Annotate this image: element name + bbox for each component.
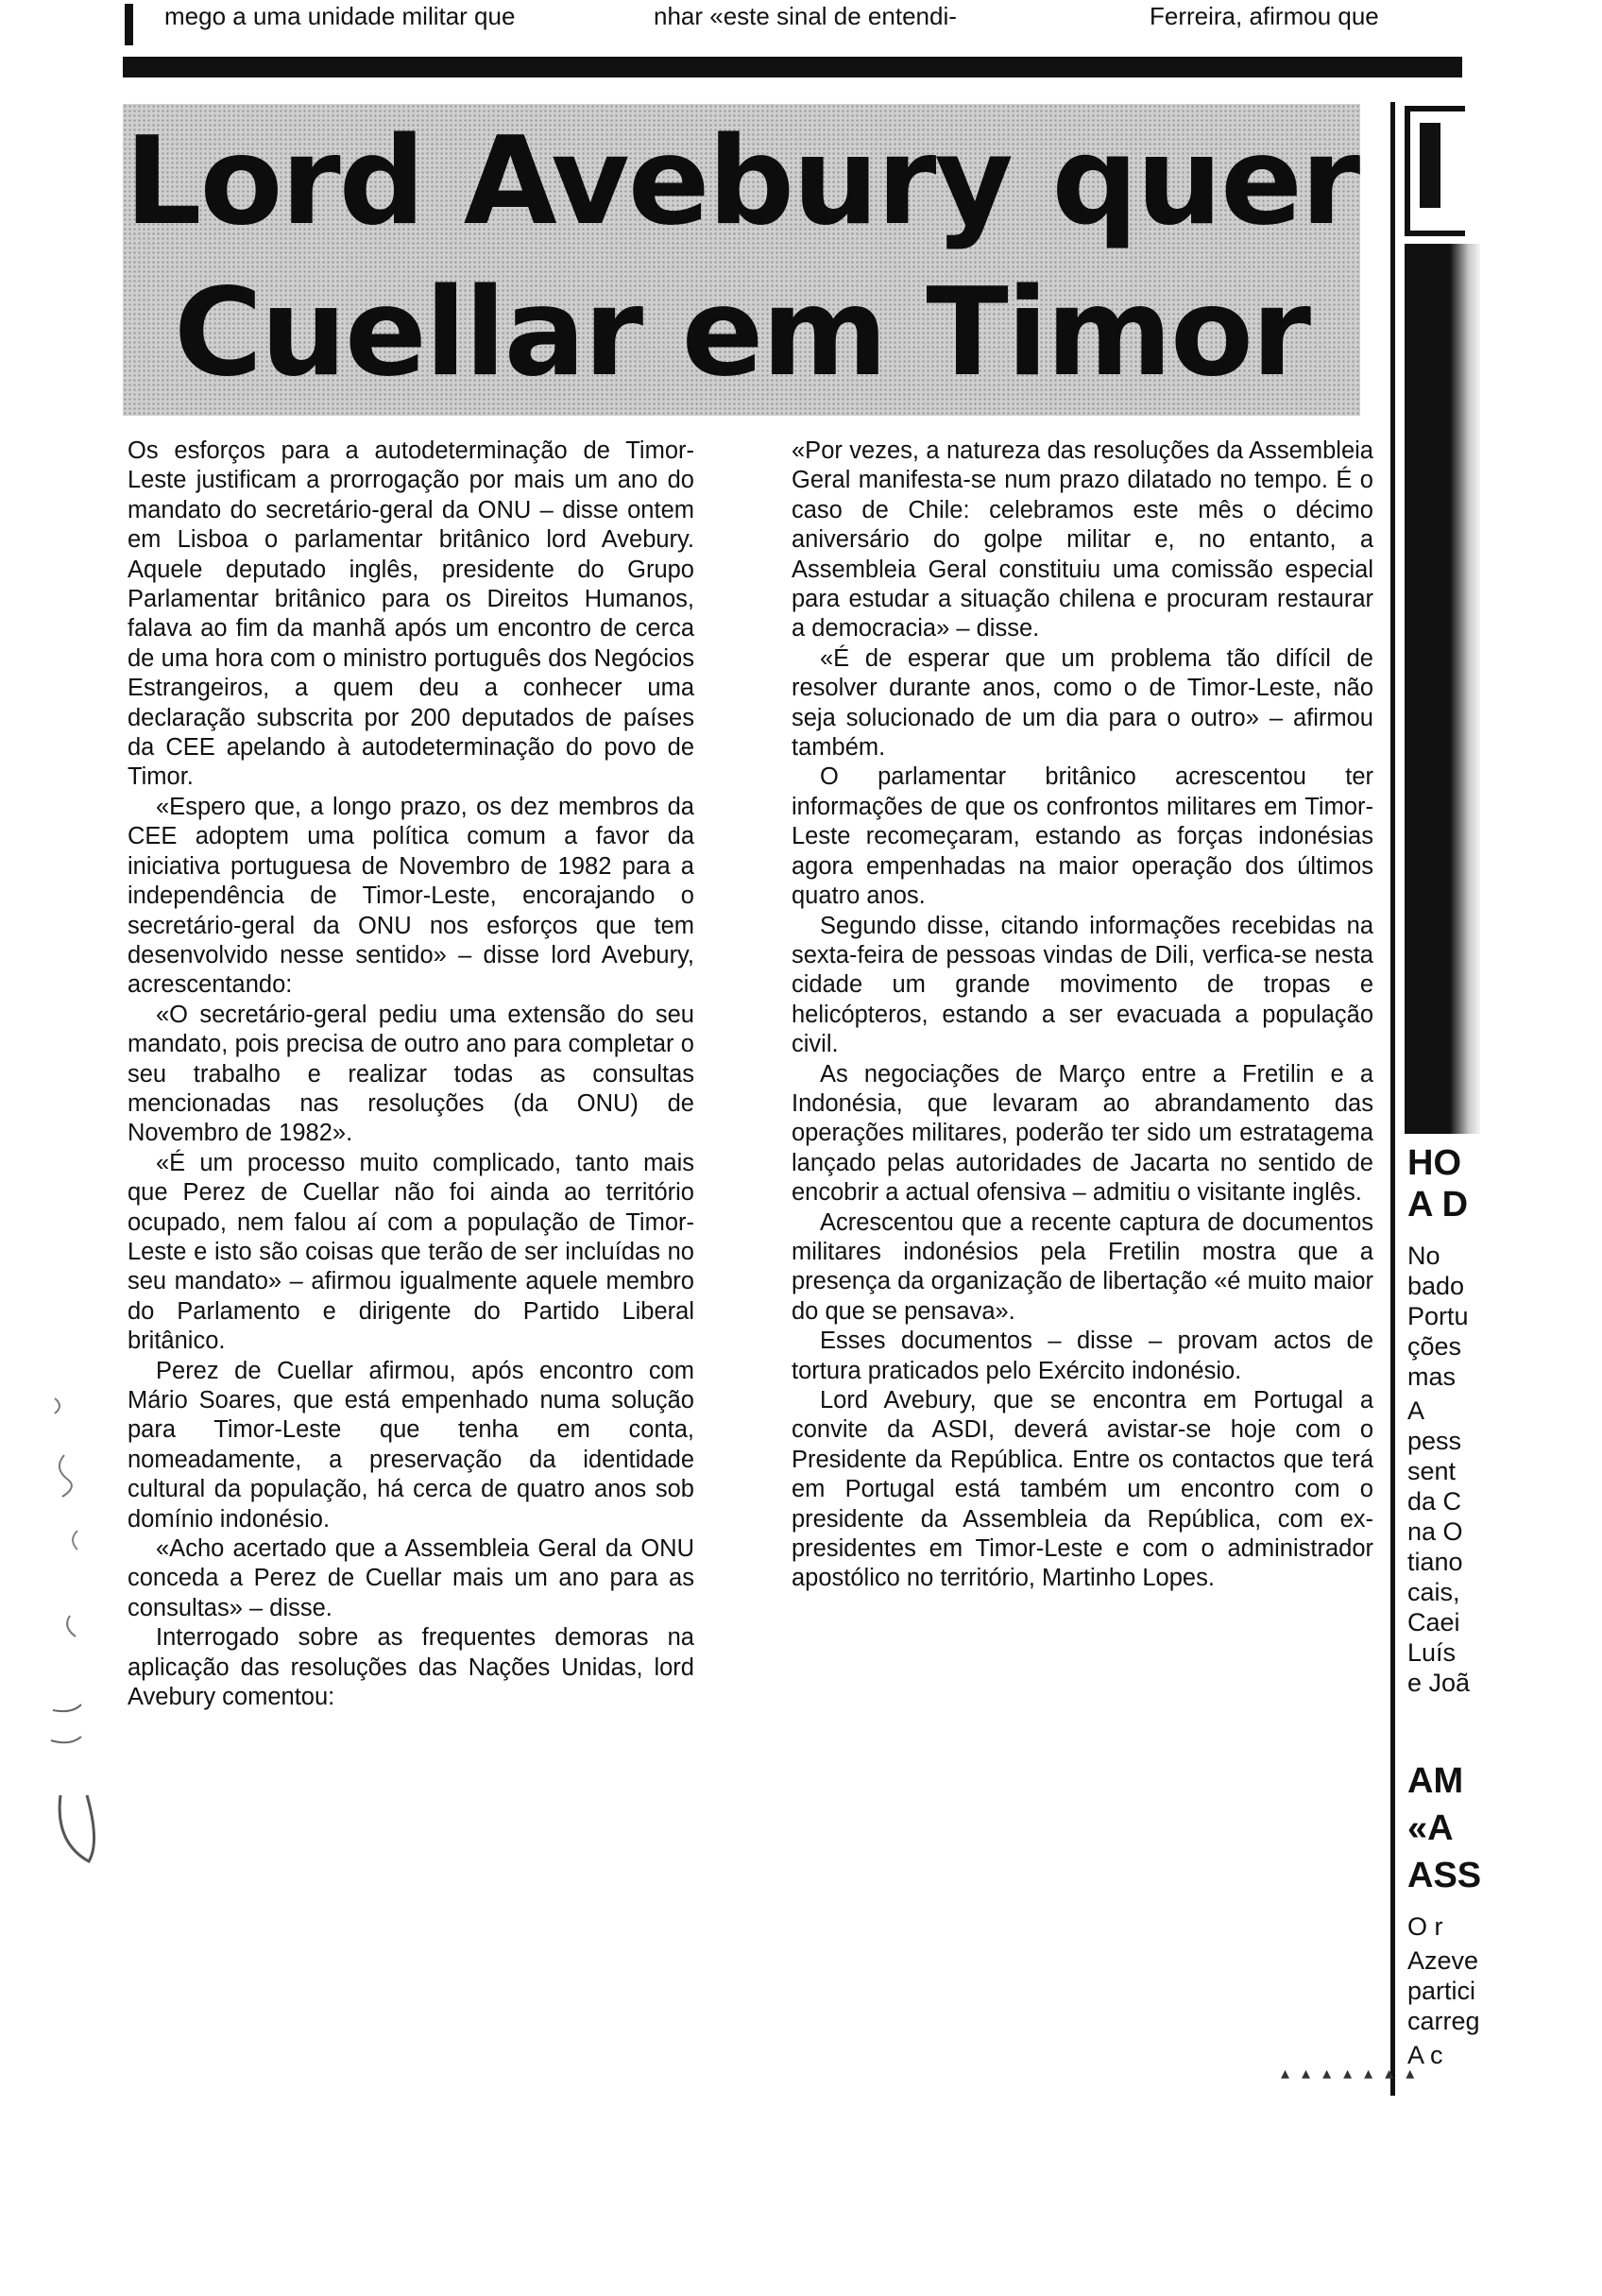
top-fragment-3: Ferreira, afirmou que <box>1150 2 1379 30</box>
side-headline-2c: ASS <box>1407 1856 1482 1895</box>
print-dots: ▴ ▴ ▴ ▴ ▴ ▴ ▴ <box>1281 2064 1419 2082</box>
headline-line-2: Cuellar em Timor <box>173 263 1310 403</box>
side-headline-1b: A D <box>1407 1185 1469 1225</box>
side-headline-box <box>1405 106 1465 236</box>
paragraph: Lord Avebury, que se encontra em Portugal a convite da ASDI, deverá avistar-se hoje com o Presidente da República. Entre os contactos que terá em Portugal está também um encontro com o presidente da Assembleia da República, com ex-presidentes em Timor-Leste e com o administrador apostólico no território, Martinho Lopes. <box>792 1387 1373 1592</box>
side-body: na O <box>1407 1517 1463 1546</box>
paragraph: O parlamentar britânico acrescentou ter informações de que os confrontos militares em Timor-Leste recomeçaram, estando as forças indonésias agora empenhadas na maior operação dos últimos quatro anos. <box>792 763 1373 910</box>
side-body: e Joã <box>1407 1669 1471 1697</box>
paragraph: Perez de Cuellar afirmou, após encontro com Mário Soares, que está empenhado numa solução para Timor-Leste que tenha em conta, nomeadamente, a preservação da identidade cultural da população, há cerca de quatro anos sob domínio indonésio. <box>128 1357 694 1533</box>
side-body: bado <box>1407 1272 1465 1300</box>
side-headline-1a: HO <box>1407 1143 1461 1183</box>
column-marker <box>125 4 133 45</box>
top-fragment-1: mego a uma unidade militar que <box>164 2 516 30</box>
article-column-1 <box>128 437 694 1712</box>
top-strip <box>115 0 1455 38</box>
headline-line-1: Lord Avebury quer <box>124 111 1359 252</box>
paragraph: «Acho acertado que a Assembleia Geral da ONU conceda a Perez de Cuellar mais um ano para as consultas» – disse. <box>128 1535 694 1621</box>
side-headline-2a: AM <box>1407 1761 1464 1801</box>
side-body: ções <box>1407 1332 1462 1361</box>
side-body: mas <box>1407 1362 1457 1391</box>
paragraph: Esses documentos – disse – provam actos de tortura praticados pelo Exército indonésio. <box>792 1328 1373 1384</box>
side-body: sent <box>1407 1457 1457 1485</box>
side-headline-2b: «A <box>1407 1808 1454 1848</box>
side-body: Caei <box>1407 1608 1460 1636</box>
side-body: A <box>1407 1396 1425 1425</box>
paragraph: Segundo disse, citando informações recebidas na sexta-feira de pessoas vindas de Dili, verfica-se nesta cidade um grande movimento de tropas e helicópteros, estando a ser evacuada a população civil. <box>792 912 1373 1058</box>
side-body: cais, <box>1407 1578 1460 1606</box>
side-body: da C <box>1407 1487 1462 1516</box>
side-body: pess <box>1407 1427 1462 1455</box>
paragraph: «É um processo muito complicado, tanto mais que Perez de Cuellar não foi ainda ao território ocupado, nem falou aí com a população de Timor-Leste e isto são coisas que terão de ser incluídas no seu mandato» – afirmou igualmente aquele membro do Parlamento e dirigente do Partido Liberal britânico. <box>128 1149 694 1355</box>
side-headline-glyph <box>1420 123 1440 208</box>
paragraph: «Por vezes, a natureza das resoluções da Assembleia Geral manifesta-se num prazo dilatado no tempo. É o caso de Chile: celebramos este mês o décimo aniversário do golpe militar e, no entanto, a Assembleia Geral constituiu uma comissão especial para estudar a situação chilena e procuram restaurar a democracia» – disse. <box>792 437 1373 643</box>
side-body: carreg <box>1407 2007 1480 2035</box>
top-fragment-2: nhar «este sinal de entendi- <box>654 2 957 30</box>
side-body: Luís <box>1407 1638 1457 1667</box>
side-photo <box>1405 244 1480 1134</box>
side-body: Azeve <box>1407 1946 1479 1975</box>
paragraph: Os esforços para a autodeterminação de Timor-Leste justificam a prorrogação por mais um ano do mandato do secretário-geral da ONU – disse ontem em Lisboa o parlamentar britânico lord Avebury. Aquele deputado inglês, presidente do Grupo Parlamentar britânico para os Direitos Humanos, falava ao fim da manhã após um encontro de cerca de uma hora com o ministro português dos Negócios Estrangeiros, a quem deu a conhecer uma declaração subscrita por 200 deputados de países da CEE apelando à autodeterminação do povo de Timor. <box>128 437 694 791</box>
article-column-2 <box>792 437 1373 1594</box>
paragraph: «É de esperar que um problema tão difícil de resolver durante anos, como o de Timor-Leste, não seja solucionado de um dia para o outro» – afirmou também. <box>792 644 1373 762</box>
side-body: tiano <box>1407 1548 1463 1576</box>
paragraph: «O secretário-geral pediu uma extensão do seu mandato, pois precisa de outro ano para completar o seu trabalho e realizar todas as consultas mencionadas nas resoluções (da ONU) de Novembro de 1982». <box>128 1001 694 1147</box>
side-body: No <box>1407 1242 1440 1270</box>
paragraph: «Espero que, a longo prazo, os dez membros da CEE adoptem uma política comum a favor da iniciativa portuguesa de Novembro de 1982 para a independência de Timor-Leste, encorajando o secretário-geral da ONU nos esforços que tem desenvolvido nesse sentido» – disse lord Avebury, acrescentando: <box>128 793 694 999</box>
paragraph: Acrescentou que a recente captura de documentos militares indonésios pela Fretilin mostra que a presença da organização de libertação «é muito maior do que se pensava». <box>792 1208 1373 1325</box>
column-divider <box>1390 102 1395 2096</box>
paragraph: As negociações de Março entre a Fretilin e a Indonésia, que levaram ao abrandamento das operações militares, poderão ter sido um estratagema lançado pelas autoridades de Jacarta no sentido de encobrir a actual ofensiva – admitiu o visitante inglês. <box>792 1060 1373 1207</box>
margin-scribbles <box>36 1389 102 1880</box>
section-rule <box>123 57 1462 77</box>
side-body: A c <box>1407 2041 1443 2069</box>
side-body: O r <box>1407 1912 1443 1941</box>
side-body: partici <box>1407 1977 1476 2005</box>
side-body: Portu <box>1407 1302 1469 1330</box>
headline-block <box>123 104 1360 416</box>
paragraph: Interrogado sobre as frequentes demoras na aplicação das resoluções das Nações Unidas, lord Avebury comentou: <box>128 1624 694 1711</box>
